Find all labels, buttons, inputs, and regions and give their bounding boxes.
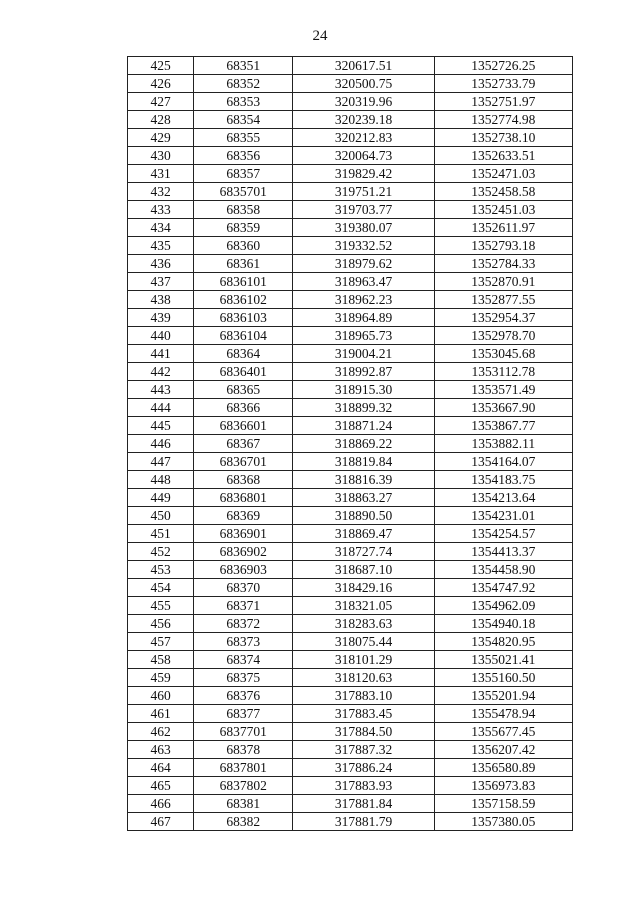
page-number: 24 — [312, 28, 328, 44]
table-row — [128, 759, 573, 777]
x-coordinate-cell: 318321.05 — [293, 597, 434, 615]
point-index-cell: 432 — [128, 183, 194, 201]
point-number-cell: 6836101 — [194, 273, 293, 291]
point-index-cell: 446 — [128, 435, 194, 453]
point-number-cell: 6837802 — [194, 777, 293, 795]
x-coordinate-cell: 318992.87 — [293, 363, 434, 381]
x-coordinate-cell: 317884.50 — [293, 723, 434, 741]
x-coordinate-cell: 317886.24 — [293, 759, 434, 777]
x-coordinate-cell: 318869.22 — [293, 435, 434, 453]
point-index-cell: 461 — [128, 705, 194, 723]
point-number-cell: 6837801 — [194, 759, 293, 777]
point-number-cell: 68375 — [194, 669, 293, 687]
y-coordinate-cell: 1354940.18 — [434, 615, 572, 633]
point-index-cell: 435 — [128, 237, 194, 255]
x-coordinate-cell: 318283.63 — [293, 615, 434, 633]
x-coordinate-cell: 318429.16 — [293, 579, 434, 597]
table-row — [128, 219, 573, 237]
x-coordinate-cell: 318101.29 — [293, 651, 434, 669]
point-number-cell: 68352 — [194, 75, 293, 93]
point-index-cell: 431 — [128, 165, 194, 183]
point-number-cell: 6836903 — [194, 561, 293, 579]
y-coordinate-cell: 1352471.03 — [434, 165, 572, 183]
table-row — [128, 147, 573, 165]
table-row — [128, 615, 573, 633]
coordinates-table-body — [128, 57, 573, 831]
point-index-cell: 462 — [128, 723, 194, 741]
table-row — [128, 309, 573, 327]
point-index-cell: 450 — [128, 507, 194, 525]
y-coordinate-cell: 1352458.58 — [434, 183, 572, 201]
table-row — [128, 597, 573, 615]
point-number-cell: 68357 — [194, 165, 293, 183]
point-index-cell: 433 — [128, 201, 194, 219]
table-row — [128, 777, 573, 795]
point-number-cell: 68354 — [194, 111, 293, 129]
table-row — [128, 561, 573, 579]
point-index-cell: 454 — [128, 579, 194, 597]
y-coordinate-cell: 1354820.95 — [434, 633, 572, 651]
coordinates-table — [127, 56, 573, 831]
point-index-cell: 463 — [128, 741, 194, 759]
point-number-cell: 68372 — [194, 615, 293, 633]
x-coordinate-cell: 320212.83 — [293, 129, 434, 147]
point-number-cell: 6836902 — [194, 543, 293, 561]
point-number-cell: 6836801 — [194, 489, 293, 507]
point-index-cell: 453 — [128, 561, 194, 579]
table-row — [128, 669, 573, 687]
table-row — [128, 201, 573, 219]
y-coordinate-cell: 1356973.83 — [434, 777, 572, 795]
table-row — [128, 489, 573, 507]
point-index-cell: 440 — [128, 327, 194, 345]
point-index-cell: 425 — [128, 57, 194, 75]
point-index-cell: 460 — [128, 687, 194, 705]
x-coordinate-cell: 318687.10 — [293, 561, 434, 579]
point-number-cell: 68381 — [194, 795, 293, 813]
table-row — [128, 543, 573, 561]
point-index-cell: 439 — [128, 309, 194, 327]
point-number-cell: 68364 — [194, 345, 293, 363]
point-index-cell: 437 — [128, 273, 194, 291]
table-row — [128, 813, 573, 831]
point-number-cell: 6837701 — [194, 723, 293, 741]
y-coordinate-cell: 1355021.41 — [434, 651, 572, 669]
y-coordinate-cell: 1355677.45 — [434, 723, 572, 741]
point-index-cell: 444 — [128, 399, 194, 417]
point-index-cell: 426 — [128, 75, 194, 93]
x-coordinate-cell: 319004.21 — [293, 345, 434, 363]
y-coordinate-cell: 1352633.51 — [434, 147, 572, 165]
point-number-cell: 6836901 — [194, 525, 293, 543]
point-number-cell: 68370 — [194, 579, 293, 597]
y-coordinate-cell: 1353667.90 — [434, 399, 572, 417]
x-coordinate-cell: 317883.93 — [293, 777, 434, 795]
point-number-cell: 68355 — [194, 129, 293, 147]
table-row — [128, 327, 573, 345]
point-number-cell: 68366 — [194, 399, 293, 417]
x-coordinate-cell: 318899.32 — [293, 399, 434, 417]
x-coordinate-cell: 317883.10 — [293, 687, 434, 705]
point-number-cell: 68376 — [194, 687, 293, 705]
point-number-cell: 68377 — [194, 705, 293, 723]
table-row — [128, 453, 573, 471]
table-row — [128, 165, 573, 183]
point-number-cell: 68353 — [194, 93, 293, 111]
point-number-cell: 6835701 — [194, 183, 293, 201]
y-coordinate-cell: 1352751.97 — [434, 93, 572, 111]
table-row — [128, 93, 573, 111]
point-number-cell: 68373 — [194, 633, 293, 651]
y-coordinate-cell: 1355201.94 — [434, 687, 572, 705]
x-coordinate-cell: 318962.23 — [293, 291, 434, 309]
x-coordinate-cell: 319829.42 — [293, 165, 434, 183]
table-row — [128, 723, 573, 741]
x-coordinate-cell: 320319.96 — [293, 93, 434, 111]
x-coordinate-cell: 320064.73 — [293, 147, 434, 165]
table-row — [128, 651, 573, 669]
table-row — [128, 633, 573, 651]
table-row — [128, 705, 573, 723]
y-coordinate-cell: 1356580.89 — [434, 759, 572, 777]
y-coordinate-cell: 1354231.01 — [434, 507, 572, 525]
point-number-cell: 68365 — [194, 381, 293, 399]
y-coordinate-cell: 1353571.49 — [434, 381, 572, 399]
point-index-cell: 457 — [128, 633, 194, 651]
point-index-cell: 466 — [128, 795, 194, 813]
y-coordinate-cell: 1357380.05 — [434, 813, 572, 831]
point-number-cell: 6836701 — [194, 453, 293, 471]
x-coordinate-cell: 317887.32 — [293, 741, 434, 759]
x-coordinate-cell: 318890.50 — [293, 507, 434, 525]
x-coordinate-cell: 318869.47 — [293, 525, 434, 543]
x-coordinate-cell: 319380.07 — [293, 219, 434, 237]
table-row — [128, 291, 573, 309]
y-coordinate-cell: 1353045.68 — [434, 345, 572, 363]
point-index-cell: 445 — [128, 417, 194, 435]
y-coordinate-cell: 1354458.90 — [434, 561, 572, 579]
point-index-cell: 442 — [128, 363, 194, 381]
y-coordinate-cell: 1352774.98 — [434, 111, 572, 129]
table-row — [128, 363, 573, 381]
x-coordinate-cell: 317881.84 — [293, 795, 434, 813]
table-row — [128, 795, 573, 813]
x-coordinate-cell: 318871.24 — [293, 417, 434, 435]
point-index-cell: 459 — [128, 669, 194, 687]
point-index-cell: 452 — [128, 543, 194, 561]
table-row — [128, 381, 573, 399]
point-number-cell: 68351 — [194, 57, 293, 75]
point-number-cell: 6836102 — [194, 291, 293, 309]
table-row — [128, 255, 573, 273]
x-coordinate-cell: 320617.51 — [293, 57, 434, 75]
table-row — [128, 345, 573, 363]
point-index-cell: 455 — [128, 597, 194, 615]
point-number-cell: 6836401 — [194, 363, 293, 381]
table-row — [128, 237, 573, 255]
point-index-cell: 428 — [128, 111, 194, 129]
point-number-cell: 6836601 — [194, 417, 293, 435]
point-index-cell: 447 — [128, 453, 194, 471]
point-index-cell: 436 — [128, 255, 194, 273]
y-coordinate-cell: 1352738.10 — [434, 129, 572, 147]
point-index-cell: 448 — [128, 471, 194, 489]
y-coordinate-cell: 1354213.64 — [434, 489, 572, 507]
table-row — [128, 507, 573, 525]
y-coordinate-cell: 1352784.33 — [434, 255, 572, 273]
y-coordinate-cell: 1352954.37 — [434, 309, 572, 327]
x-coordinate-cell: 318819.84 — [293, 453, 434, 471]
point-number-cell: 68382 — [194, 813, 293, 831]
y-coordinate-cell: 1352733.79 — [434, 75, 572, 93]
point-index-cell: 465 — [128, 777, 194, 795]
table-row — [128, 525, 573, 543]
point-number-cell: 68369 — [194, 507, 293, 525]
table-row — [128, 579, 573, 597]
point-number-cell: 68359 — [194, 219, 293, 237]
x-coordinate-cell: 318816.39 — [293, 471, 434, 489]
point-index-cell: 467 — [128, 813, 194, 831]
y-coordinate-cell: 1354962.09 — [434, 597, 572, 615]
point-number-cell: 68358 — [194, 201, 293, 219]
x-coordinate-cell: 318863.27 — [293, 489, 434, 507]
y-coordinate-cell: 1355160.50 — [434, 669, 572, 687]
table-row — [128, 471, 573, 489]
y-coordinate-cell: 1354747.92 — [434, 579, 572, 597]
table-row — [128, 273, 573, 291]
point-index-cell: 456 — [128, 615, 194, 633]
y-coordinate-cell: 1354183.75 — [434, 471, 572, 489]
y-coordinate-cell: 1354254.57 — [434, 525, 572, 543]
y-coordinate-cell: 1357158.59 — [434, 795, 572, 813]
y-coordinate-cell: 1352870.91 — [434, 273, 572, 291]
point-index-cell: 429 — [128, 129, 194, 147]
x-coordinate-cell: 317881.79 — [293, 813, 434, 831]
point-index-cell: 430 — [128, 147, 194, 165]
x-coordinate-cell: 317883.45 — [293, 705, 434, 723]
point-number-cell: 68356 — [194, 147, 293, 165]
x-coordinate-cell: 320239.18 — [293, 111, 434, 129]
table-row — [128, 129, 573, 147]
table-row — [128, 111, 573, 129]
x-coordinate-cell: 318963.47 — [293, 273, 434, 291]
x-coordinate-cell: 318964.89 — [293, 309, 434, 327]
table-row — [128, 741, 573, 759]
point-index-cell: 434 — [128, 219, 194, 237]
x-coordinate-cell: 319332.52 — [293, 237, 434, 255]
table-row — [128, 183, 573, 201]
x-coordinate-cell: 318120.63 — [293, 669, 434, 687]
point-index-cell: 464 — [128, 759, 194, 777]
x-coordinate-cell: 318075.44 — [293, 633, 434, 651]
table-row — [128, 399, 573, 417]
point-index-cell: 449 — [128, 489, 194, 507]
point-index-cell: 441 — [128, 345, 194, 363]
point-number-cell: 68368 — [194, 471, 293, 489]
y-coordinate-cell: 1353867.77 — [434, 417, 572, 435]
x-coordinate-cell: 319751.21 — [293, 183, 434, 201]
y-coordinate-cell: 1353882.11 — [434, 435, 572, 453]
y-coordinate-cell: 1352451.03 — [434, 201, 572, 219]
x-coordinate-cell: 320500.75 — [293, 75, 434, 93]
point-index-cell: 443 — [128, 381, 194, 399]
y-coordinate-cell: 1356207.42 — [434, 741, 572, 759]
point-number-cell: 68374 — [194, 651, 293, 669]
y-coordinate-cell: 1353112.78 — [434, 363, 572, 381]
point-index-cell: 438 — [128, 291, 194, 309]
y-coordinate-cell: 1352793.18 — [434, 237, 572, 255]
point-number-cell: 68378 — [194, 741, 293, 759]
x-coordinate-cell: 319703.77 — [293, 201, 434, 219]
table-row — [128, 57, 573, 75]
table-row — [128, 417, 573, 435]
y-coordinate-cell: 1352978.70 — [434, 327, 572, 345]
point-number-cell: 6836104 — [194, 327, 293, 345]
table-row — [128, 75, 573, 93]
point-number-cell: 68371 — [194, 597, 293, 615]
y-coordinate-cell: 1354413.37 — [434, 543, 572, 561]
point-number-cell: 68367 — [194, 435, 293, 453]
point-index-cell: 427 — [128, 93, 194, 111]
point-number-cell: 6836103 — [194, 309, 293, 327]
y-coordinate-cell: 1355478.94 — [434, 705, 572, 723]
x-coordinate-cell: 318915.30 — [293, 381, 434, 399]
point-index-cell: 451 — [128, 525, 194, 543]
table-row — [128, 687, 573, 705]
x-coordinate-cell: 318965.73 — [293, 327, 434, 345]
point-index-cell: 458 — [128, 651, 194, 669]
y-coordinate-cell: 1352877.55 — [434, 291, 572, 309]
x-coordinate-cell: 318727.74 — [293, 543, 434, 561]
table-row — [128, 435, 573, 453]
point-number-cell: 68360 — [194, 237, 293, 255]
y-coordinate-cell: 1352726.25 — [434, 57, 572, 75]
y-coordinate-cell: 1354164.07 — [434, 453, 572, 471]
x-coordinate-cell: 318979.62 — [293, 255, 434, 273]
y-coordinate-cell: 1352611.97 — [434, 219, 572, 237]
point-number-cell: 68361 — [194, 255, 293, 273]
